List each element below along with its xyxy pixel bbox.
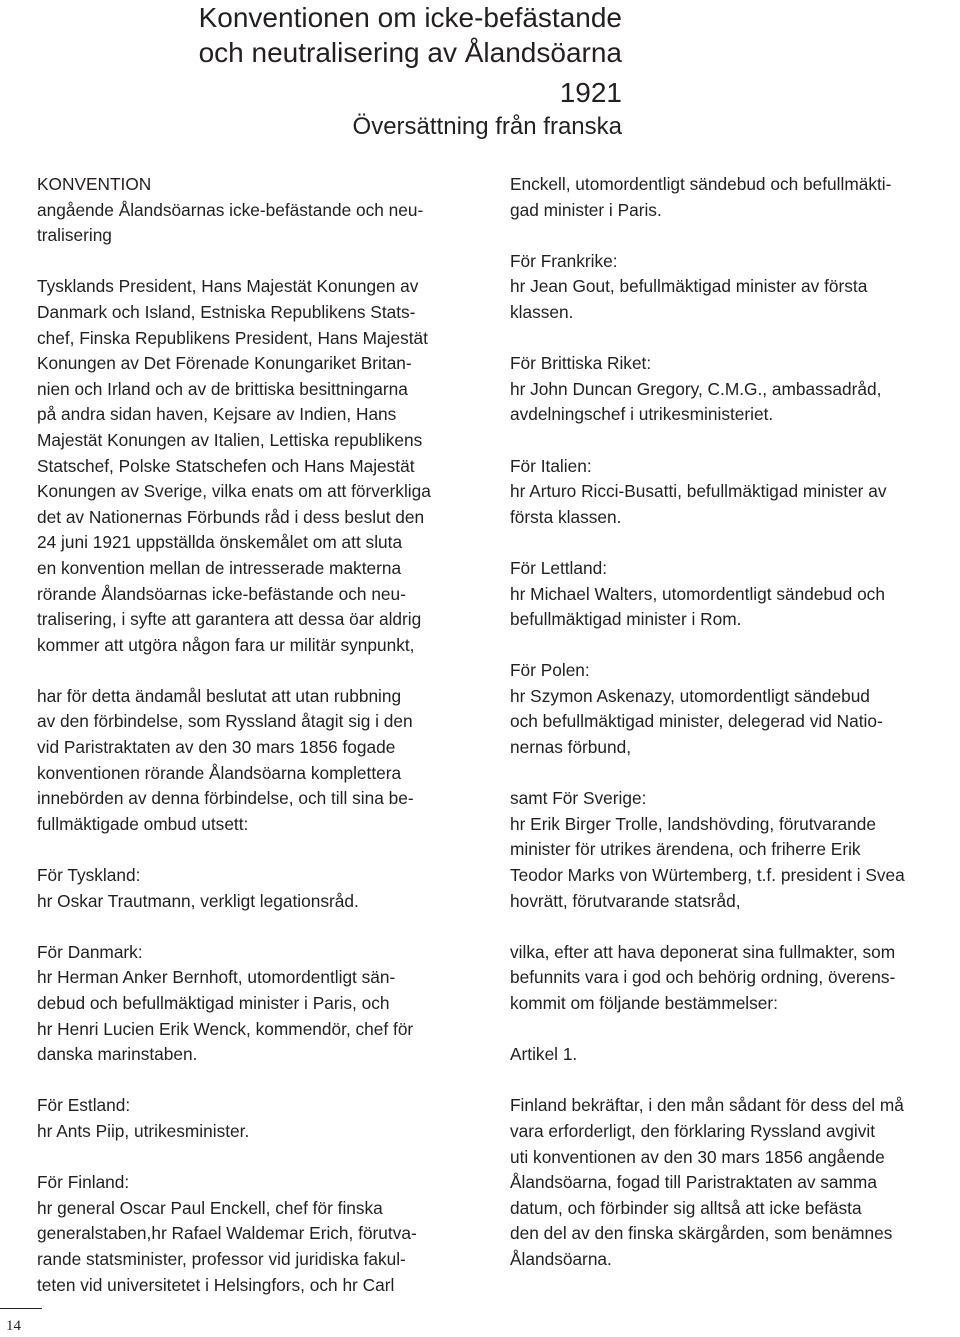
paragraph-gap — [37, 1145, 477, 1171]
text-line: rörande Ålandsöarnas icke-befästande och neu- — [37, 583, 406, 604]
text-line: hr Oskar Trautmann, verkligt legationsråd. — [37, 890, 359, 911]
text-line: hr Michael Walters, utomordentligt sändebud och — [510, 583, 885, 604]
text-line: Majestät Konungen av Italien, Lettiska republikens — [37, 429, 423, 450]
text-line: kommit om följande bestämmelser: — [510, 993, 778, 1013]
text-line: För Tyskland: — [37, 865, 141, 886]
paragraph-gap — [510, 428, 950, 454]
text-line: samt För Sverige: — [510, 788, 647, 809]
text-line: För Italien: — [510, 455, 592, 476]
text-line: För Brittiska Riket: — [510, 353, 652, 374]
text-line: nien och Irland och av de brittiska besittningarna — [37, 378, 408, 399]
paragraph-gap — [510, 326, 950, 352]
text-line: teten vid universitetet i Helsingfors, och hr Carl — [37, 1274, 395, 1295]
text-line: och befullmäktigad minister, delegerad vid Natio- — [510, 711, 883, 732]
paragraph-gap — [510, 914, 950, 940]
text-line: Konungen av Det Förenade Konungariket Britan- — [37, 353, 412, 374]
text-line: Ålandsöarna. — [510, 1248, 612, 1269]
text-line: tralisering — [37, 225, 112, 246]
text-line: befunnits vara i god och behörig ordning, överens- — [510, 967, 896, 988]
text-line: 24 juni 1921 uppställda önskemålet om att sluta — [37, 532, 403, 553]
text-line: en konvention mellan de intresserade makterna — [37, 557, 402, 578]
paragraph-gap — [510, 633, 950, 659]
document-year: 1921 — [559, 77, 622, 108]
text-line: hr Jean Gout, befullmäktigad minister av första — [510, 276, 868, 297]
text-line: Enckell, utomordentligt sändebud och befullmäkti- — [510, 174, 892, 194]
paragraph-gap — [510, 223, 950, 249]
text-line: det av Nationernas Förbunds råd i dess beslut den — [37, 506, 425, 527]
text-line: hovrätt, förutvarande statsråd, — [510, 890, 741, 911]
text-line: hr general Oscar Paul Enckell, chef för finska — [37, 1197, 383, 1218]
text-line: hr Henri Lucien Erik Wenck, kommendör, chef för — [37, 1018, 414, 1039]
text-line: den del av den finska skärgården, som benämnes — [510, 1223, 893, 1244]
right-text-column — [510, 172, 950, 1273]
text-line: uti konventionen av den 30 mars 1856 angående — [510, 1146, 885, 1167]
paragraph-gap — [37, 837, 477, 863]
left-text-column — [37, 172, 477, 1298]
text-line: nernas förbund, — [510, 737, 632, 758]
text-line: Ålandsöarna, fogad till Paristraktaten av samma — [510, 1172, 877, 1193]
paragraph-gap — [37, 1068, 477, 1094]
document-title-line-2: och neutralisering av Ålandsöarna — [198, 37, 622, 68]
text-line: tralisering, i syfte att garantera att dessa öar aldrig — [37, 609, 422, 630]
text-line: Artikel 1. — [510, 1044, 578, 1065]
text-line: generalstaben,hr Rafael Waldemar Erich, förutva- — [37, 1223, 417, 1244]
text-line: vara erforderligt, den förklaring Ryssland avgivit — [510, 1120, 875, 1141]
text-line: Statschef, Polske Statschefen och Hans Majestät — [37, 455, 415, 476]
text-line: Tysklands President, Hans Majestät Konungen av — [37, 276, 419, 297]
text-line: befullmäktigad minister i Rom. — [510, 609, 742, 630]
text-line: För Finland: — [37, 1172, 130, 1193]
paragraph-gap — [37, 914, 477, 940]
text-line: För Lettland: — [510, 557, 608, 578]
document-header — [0, 0, 622, 142]
text-line: hr Arturo Ricci-Busatti, befullmäktigad minister av — [510, 481, 887, 502]
text-line: KONVENTION — [37, 174, 152, 194]
text-line: rande statsminister, professor vid juridiska fakul- — [37, 1248, 406, 1269]
text-line: hr Herman Anker Bernhoft, utomordentligt sän- — [37, 967, 396, 988]
text-line: har för detta ändamål beslutat att utan rubbning — [37, 685, 402, 706]
text-line: hr John Duncan Gregory, C.M.G., ambassadråd, — [510, 378, 882, 399]
text-line: konventionen rörande Ålandsöarna komplettera — [37, 762, 402, 783]
paragraph-gap — [510, 1017, 950, 1043]
text-line: vid Paristraktaten av den 30 mars 1856 fogade — [37, 737, 396, 758]
text-line: gad minister i Paris. — [510, 199, 662, 220]
document-title-line-1: Konventionen om icke-befästande — [198, 2, 622, 33]
text-line: chef, Finska Republikens President, Hans Majestät — [37, 327, 428, 348]
text-line: vilka, efter att hava deponerat sina fullmakter, som — [510, 941, 896, 962]
text-line: kommer att utgöra någon fara ur militär synpunkt, — [37, 634, 415, 655]
text-line: första klassen. — [510, 506, 622, 527]
text-line: danska marinstaben. — [37, 1044, 198, 1065]
text-line: För Danmark: — [37, 941, 143, 962]
text-line: hr Erik Birger Trolle, landshövding, förutvarande — [510, 813, 876, 834]
page-number-rule — [0, 1308, 42, 1309]
text-line: på andra sidan haven, Kejsare av Indien, Hans — [37, 404, 397, 425]
text-line: Danmark och Island, Estniska Republikens Stats- — [37, 301, 416, 322]
paragraph-gap — [37, 249, 477, 275]
text-line: För Estland: — [37, 1095, 131, 1116]
text-line: För Polen: — [510, 660, 590, 681]
text-line: Teodor Marks von Würtemberg, t.f. president i Svea — [510, 865, 905, 886]
text-line: datum, och förbinder sig alltså att icke befästa — [510, 1197, 862, 1218]
text-line: hr Ants Piip, utrikesminister. — [37, 1120, 250, 1141]
text-line: innebörden av denna förbindelse, och till sina be- — [37, 788, 414, 809]
text-line: klassen. — [510, 301, 574, 322]
document-subtitle: Översättning från franska — [352, 113, 622, 140]
text-line: angående Ålandsöarnas icke-befästande och neu- — [37, 199, 424, 220]
paragraph-gap — [510, 761, 950, 787]
text-line: debud och befullmäktigad minister i Paris, och — [37, 993, 390, 1013]
text-line: avdelningschef i utrikesministeriet. — [510, 404, 774, 425]
text-line: hr Szymon Askenazy, utomordentligt sändebud — [510, 685, 870, 706]
text-line: Konungen av Sverige, vilka enats om att förverkliga — [37, 481, 431, 502]
text-line: Finland bekräftar, i den mån sådant för dess del må — [510, 1095, 904, 1116]
text-line: fullmäktigade ombud utsett: — [37, 813, 249, 834]
paragraph-gap — [510, 530, 950, 556]
paragraph-gap — [510, 1068, 950, 1094]
text-line: minister för utrikes ärendena, och friherre Erik — [510, 839, 861, 860]
text-line: För Frankrike: — [510, 250, 618, 271]
paragraph-gap — [37, 658, 477, 684]
page-number: 14 — [6, 1318, 21, 1334]
text-line: av den förbindelse, som Ryssland åtagit sig i den — [37, 711, 413, 732]
